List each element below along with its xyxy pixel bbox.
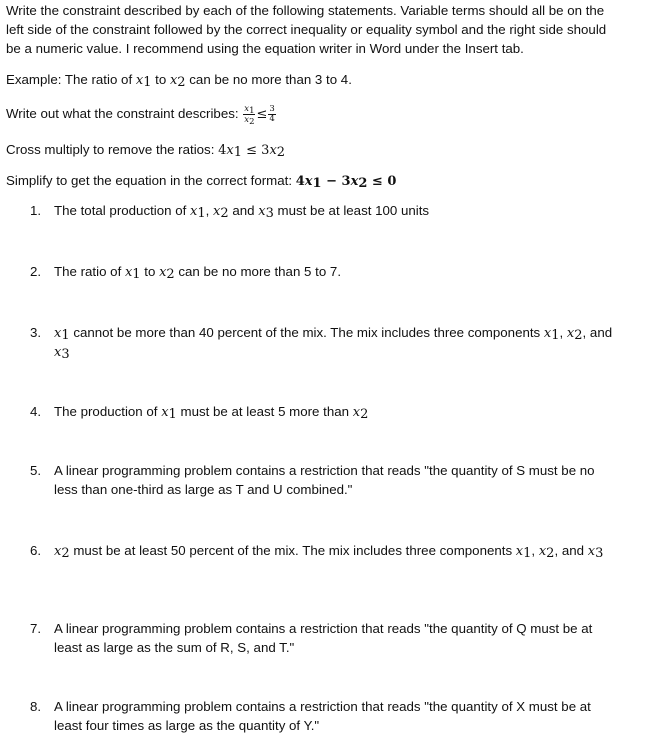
example-describe: Write out what the constraint describes: $\frac{x_1}{x_2}$ ≤ $\frac{3}{4}$ xyxy=(6,104,275,127)
intro-line-2: left side of the constraint followed by the correct inequality or equality symbol and the right side should xyxy=(6,22,607,37)
example-cross-multiply: Cross multiply to remove the ratios: $4x_1 \le 3x_2$ xyxy=(6,142,286,160)
intro-line-1: Write the constraint described by each of the following statements. Variable terms should all be on the xyxy=(6,3,605,18)
fraction-rhs: $\frac{3}{4}$ xyxy=(269,104,275,124)
intro-line-3: be a numeric value. I recommend using the equation writer in Word under the Insert tab. xyxy=(6,41,524,56)
fraction-lhs: $\frac{x_1}{x_2}$ xyxy=(244,104,255,127)
example-statement: Example: The ratio of $x_1$ to $x_2$ can be no more than 3 to 4. xyxy=(6,72,352,90)
example-simplify: Simplify to get the equation in the correct format: $4x_1 - 3x_2 \le 0$ xyxy=(6,173,397,191)
